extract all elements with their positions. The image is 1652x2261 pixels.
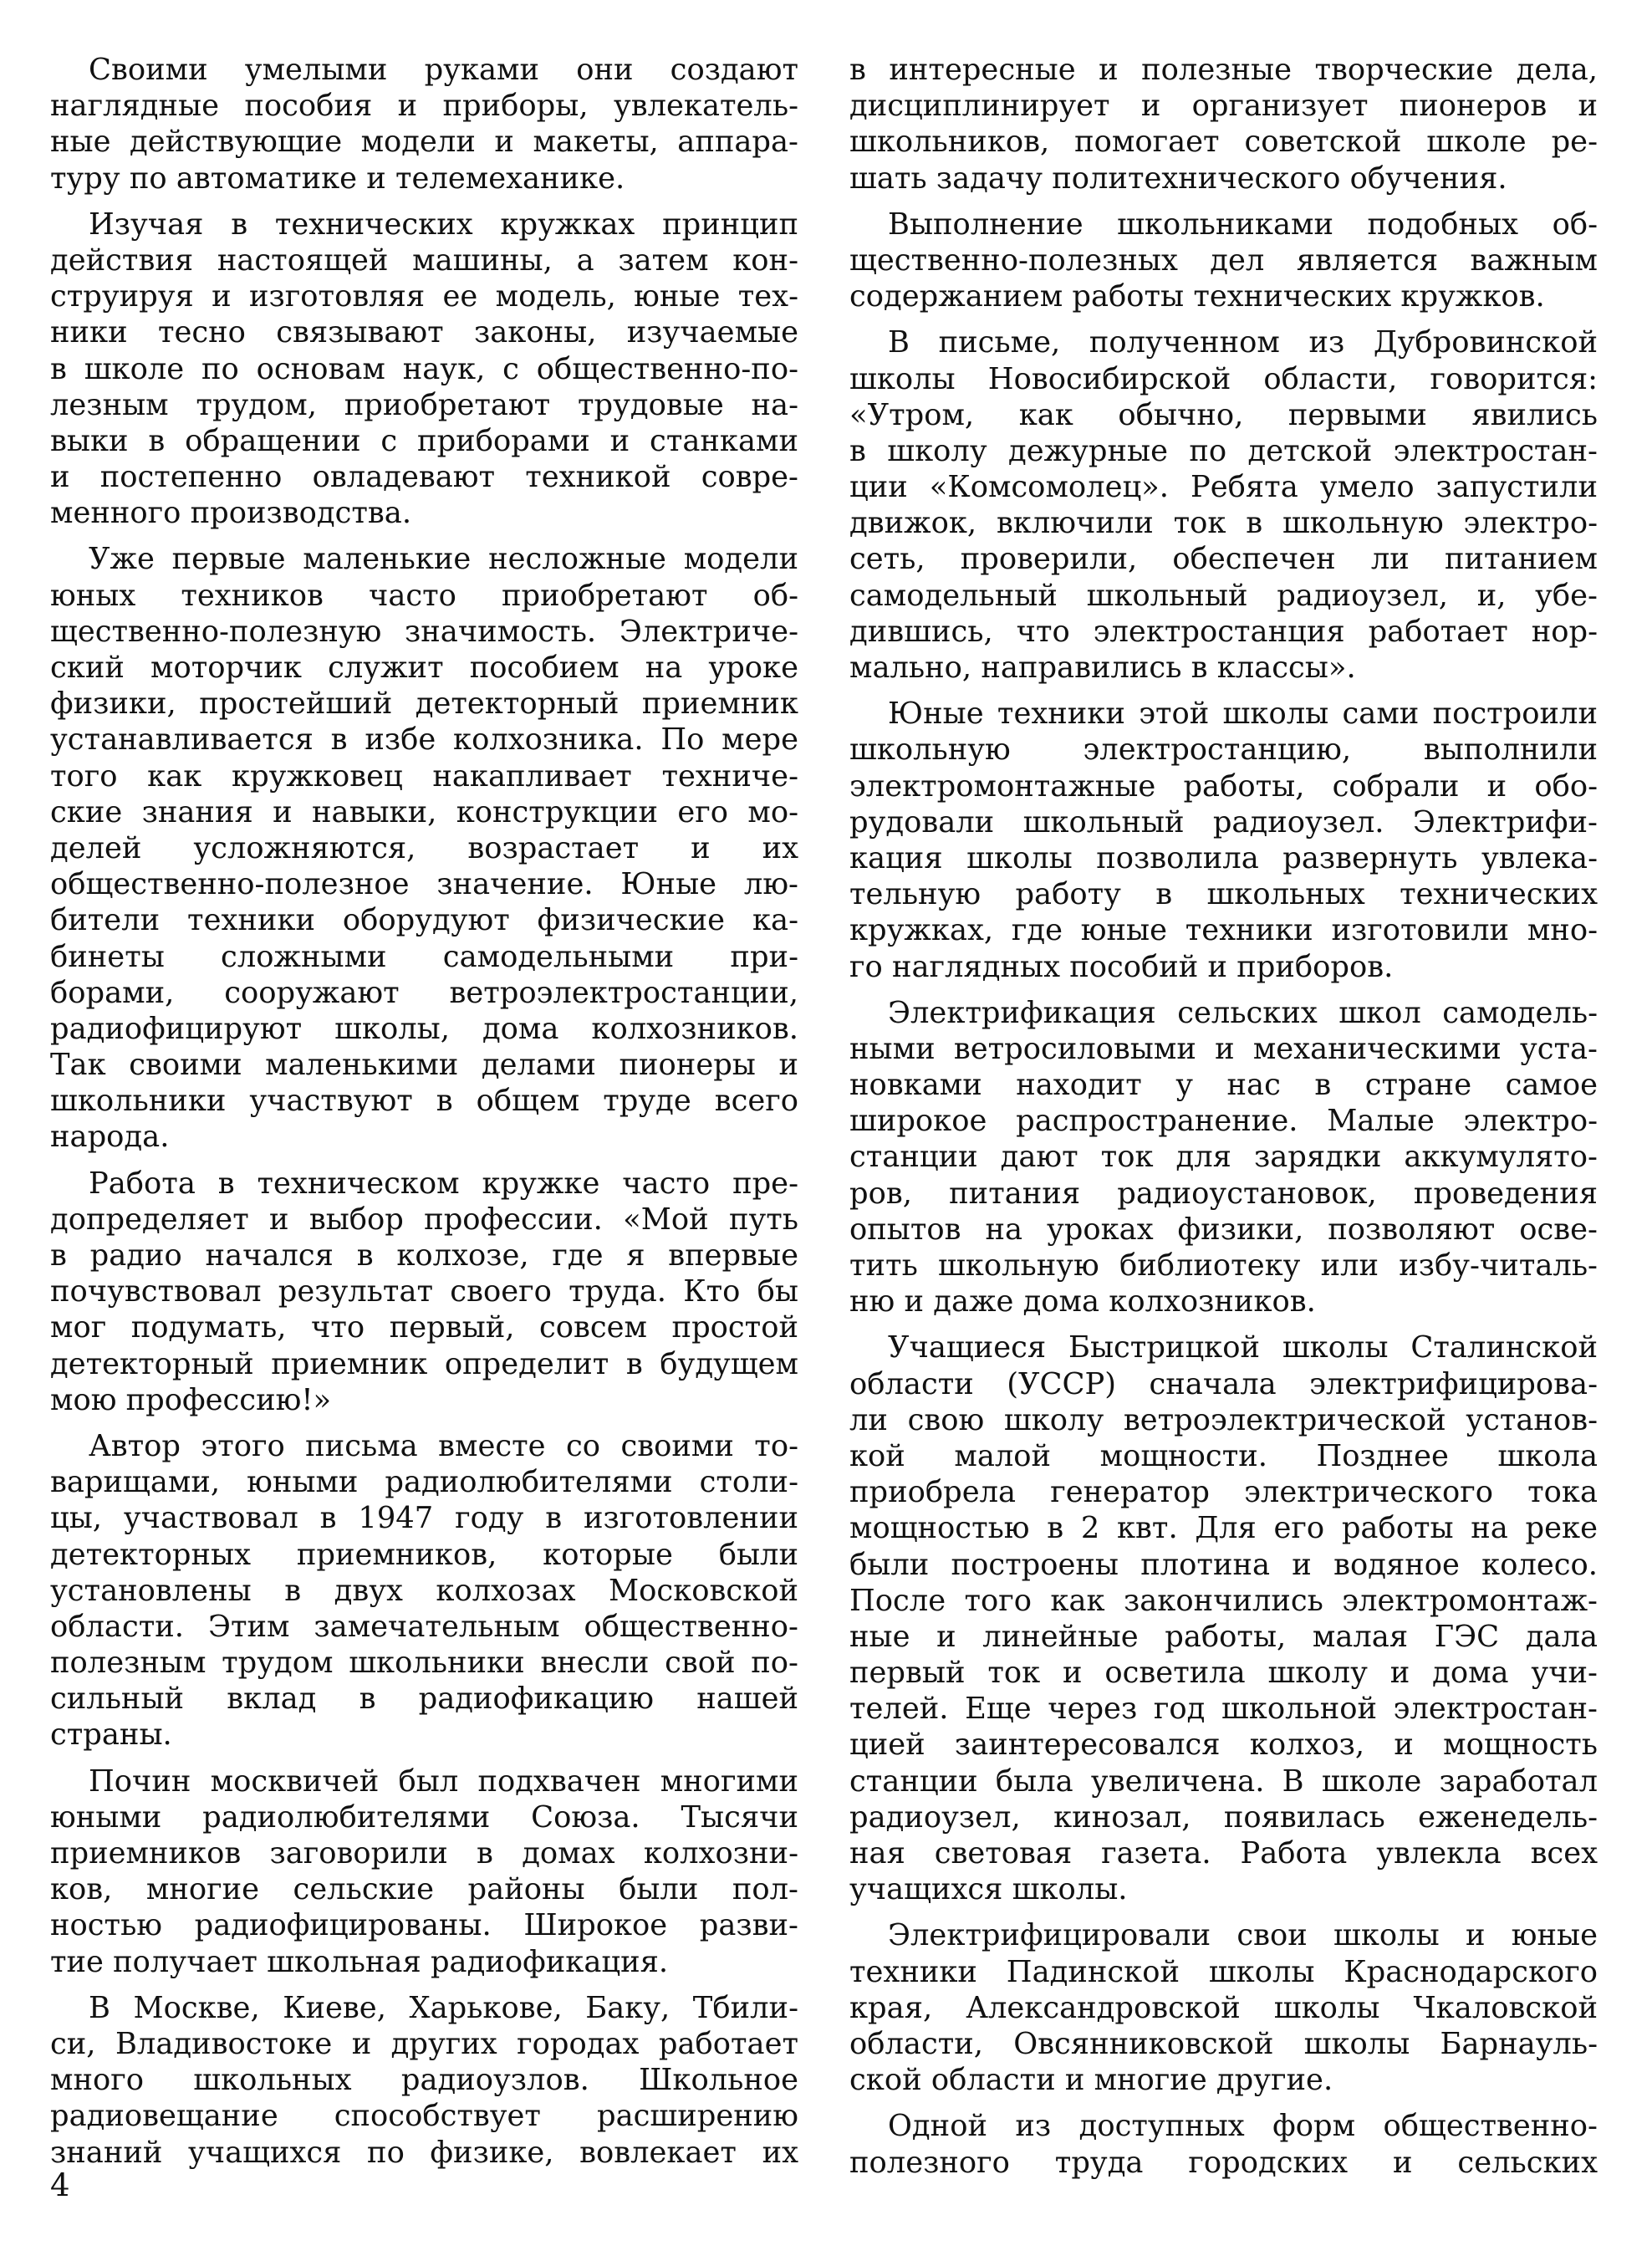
paragraph bbox=[849, 995, 1598, 1320]
text-line: допределяет и выбор профессии. «Мой путь bbox=[50, 1202, 798, 1237]
text-line: Так своими маленькими делами пионеры и bbox=[50, 1048, 798, 1083]
text-line: делей усложняются, возрастает и их bbox=[50, 830, 798, 865]
text-line: приобрела генератор электрического тока bbox=[849, 1475, 1598, 1510]
text-line: Автор этого письма вместе со своими то- bbox=[89, 1428, 798, 1463]
text-line: первый ток и осветила школу и дома учи- bbox=[849, 1656, 1598, 1691]
text-line: Учащиеся Быстрицкой школы Сталинской bbox=[888, 1330, 1598, 1365]
text-line: в радио начался в колхозе, где я впервые bbox=[50, 1238, 798, 1273]
paragraph bbox=[849, 1917, 1598, 2098]
text-line: кой малой мощности. Позднее школа bbox=[849, 1438, 1598, 1473]
text-line: учащихся школы. bbox=[849, 1872, 1128, 1907]
text-line: мощностью в 2 квт. Для его работы на реке bbox=[849, 1511, 1598, 1546]
text-line: радиофицируют школы, дома колхозников. bbox=[50, 1011, 798, 1046]
text-line: школьники участвуют в общем труде всего bbox=[50, 1084, 798, 1119]
text-line: радиовещание способствует расширению bbox=[50, 2099, 798, 2134]
text-line: «Утром, как обычно, первыми явились bbox=[849, 397, 1598, 432]
text-line: мально, направились в классы». bbox=[849, 651, 1356, 685]
text-line: ными ветросиловыми и механическими уста- bbox=[849, 1031, 1598, 1066]
text-line: опытов на уроках физики, позволяют осве- bbox=[849, 1212, 1598, 1247]
text-line: приемников заговорили в домах колхозни- bbox=[50, 1836, 798, 1871]
text-line: шать задачу политехнического обучения. bbox=[849, 161, 1507, 196]
text-line: школы Новосибирской области, говорится: bbox=[849, 361, 1598, 396]
text-line: были построены плотина и водяное колесо. bbox=[849, 1547, 1598, 1582]
paragraph bbox=[849, 324, 1598, 686]
paragraph bbox=[849, 696, 1598, 985]
text-line: ная световая газета. Работа увлекла всех bbox=[849, 1836, 1598, 1871]
text-line: ные и линейные работы, малая ГЭС дала bbox=[849, 1619, 1598, 1654]
paragraph bbox=[50, 207, 798, 532]
text-line: станции дают ток для зарядки аккумулято- bbox=[849, 1140, 1598, 1175]
text-line: школьников, помогает советской школе ре- bbox=[849, 125, 1598, 160]
text-line: кация школы позволила развернуть увлека- bbox=[849, 840, 1598, 875]
paragraph bbox=[849, 207, 1598, 315]
text-line: ции «Комсомолец». Ребята умело запустили bbox=[849, 470, 1598, 505]
text-line: полезного труда городских и сельских bbox=[849, 2145, 1598, 2180]
text-line: движок, включили ток в школьную электро- bbox=[849, 506, 1598, 541]
text-line: содержанием работы технических кружков. bbox=[849, 279, 1545, 314]
text-line: полезным трудом школьники внесли свой по- bbox=[50, 1646, 798, 1681]
text-line: детекторных приемников, которые были bbox=[50, 1537, 798, 1572]
text-line: физики, простейший детекторный приемник bbox=[50, 686, 798, 722]
text-line: струируя и изготовляя ее модель, юные тех- bbox=[50, 279, 798, 314]
text-line: ню и даже дома колхозников. bbox=[849, 1284, 1316, 1319]
text-line: техники Падинской школы Краснодарского bbox=[849, 1954, 1598, 1989]
text-line: го наглядных пособий и приборов. bbox=[849, 949, 1394, 984]
text-line: кружках, где юные техники изготовили мно- bbox=[849, 913, 1598, 948]
text-line: широкое распространение. Малые электро- bbox=[849, 1104, 1598, 1139]
text-line: ники тесно связывают законы, изучаемые bbox=[50, 315, 798, 350]
text-line: Электрифицировали свои школы и юные bbox=[888, 1918, 1598, 1953]
text-line: мою профессию!» bbox=[50, 1382, 332, 1417]
text-line: ский моторчик служит пособием на уроке bbox=[50, 651, 798, 685]
text-line: области, Овсянниковской школы Барнауль- bbox=[849, 2026, 1598, 2061]
text-line: дисциплинирует и организует пионеров и bbox=[849, 89, 1598, 124]
text-line: самодельный школьный радиоузел, и, убе- bbox=[849, 578, 1598, 613]
text-line: радиоузел, кинозал, появилась еженедель- bbox=[849, 1799, 1598, 1835]
text-line: сеть, проверили, обеспечен ли питанием bbox=[849, 542, 1598, 577]
text-line: щественно-полезных дел является важным bbox=[849, 242, 1598, 278]
text-line: телей. Еще через год школьной электростан- bbox=[849, 1692, 1598, 1727]
text-line: станции была увеличена. В школе заработал bbox=[849, 1763, 1598, 1799]
text-line: действия настоящей машины, а затем кон- bbox=[50, 242, 798, 278]
text-line: новками находит у нас в стране самое bbox=[849, 1068, 1598, 1103]
text-line: общественно-полезное значение. Юные лю- bbox=[50, 867, 798, 902]
text-line: ров, питания радиоустановок, проведения bbox=[849, 1176, 1598, 1211]
text-line: наглядные пособия и приборы, увлекатель- bbox=[50, 89, 798, 124]
text-line: борами, сооружают ветроэлектростанции, bbox=[50, 975, 798, 1010]
text-line: много школьных радиоузлов. Школьное bbox=[50, 2063, 798, 2098]
text-line: юными радиолюбителями Союза. Тысячи bbox=[50, 1799, 798, 1835]
text-line: дившись, что электростанция работает нор- bbox=[849, 614, 1598, 649]
text-line: электромонтажные работы, собрали и обо- bbox=[849, 768, 1598, 804]
text-line: Выполнение школьниками подобных об- bbox=[888, 207, 1598, 242]
text-line: края, Александровской школы Чкаловской bbox=[849, 1990, 1598, 2025]
text-line: устанавливается в избе колхозника. По мере bbox=[50, 722, 798, 758]
text-line: в интересные и полезные творческие дела, bbox=[849, 53, 1598, 87]
text-line: В Москве, Киеве, Харькове, Баку, Тбили- bbox=[89, 1990, 798, 2025]
text-line: Одной из доступных форм общественно- bbox=[888, 2109, 1598, 2144]
text-line: ли свою школу ветроэлектрической установ- bbox=[849, 1402, 1598, 1437]
text-line: После того как закончились электромонтаж- bbox=[849, 1583, 1598, 1618]
text-line: тить школьную библиотеку или избу-читаль- bbox=[849, 1248, 1598, 1283]
text-column-left bbox=[50, 52, 798, 2171]
text-line: бинеты сложными самодельными при- bbox=[50, 939, 798, 974]
paragraph bbox=[50, 1166, 798, 1418]
paragraph bbox=[50, 52, 798, 196]
text-line: детекторный приемник определит в будущем bbox=[50, 1346, 798, 1381]
text-column-right bbox=[849, 52, 1598, 2181]
paragraph bbox=[849, 2108, 1598, 2180]
text-line: цы, участвовал в 1947 году в изготовлении bbox=[50, 1501, 798, 1536]
text-line: Юные техники этой школы сами построили bbox=[888, 697, 1598, 732]
text-line: области. Этим замечательным общественно- bbox=[50, 1609, 798, 1644]
text-line: туру по автоматике и телемеханике. bbox=[50, 161, 625, 196]
text-line: ков, многие сельские районы были пол- bbox=[50, 1872, 798, 1907]
text-line: варищами, юными радиолюбителями столи- bbox=[50, 1465, 798, 1500]
text-line: ностью радиофицированы. Широкое разви- bbox=[50, 1908, 798, 1943]
text-line: знаний учащихся по физике, вовлекает их bbox=[50, 2135, 798, 2170]
text-line: того как кружковец накапливает техниче- bbox=[50, 758, 798, 794]
text-line: школьную электростанцию, выполнили bbox=[849, 732, 1598, 768]
text-line: Работа в техническом кружке часто пре- bbox=[89, 1166, 798, 1201]
text-line: мог подумать, что первый, совсем простой bbox=[50, 1310, 798, 1345]
text-line: си, Владивостоке и других городах работает bbox=[50, 2026, 798, 2061]
page-number: 4 bbox=[50, 2167, 70, 2203]
text-line: Почин москвичей был подхвачен многими bbox=[89, 1763, 798, 1799]
text-line: рудовали школьный радиоузел. Электрифи- bbox=[849, 804, 1598, 840]
paragraph bbox=[849, 52, 1598, 196]
text-line: бители техники оборудуют физические ка- bbox=[50, 903, 798, 938]
text-line: области (УССР) сначала электрифицирова- bbox=[849, 1366, 1598, 1401]
text-line: в школу дежурные по детской электростан- bbox=[849, 433, 1598, 468]
text-line: Своими умелыми руками они создают bbox=[89, 53, 798, 87]
text-line: ские знания и навыки, конструкции его мо- bbox=[50, 794, 798, 829]
text-line: выки в обращении с приборами и станками bbox=[50, 423, 798, 458]
text-line: сильный вклад в радиофикацию нашей bbox=[50, 1682, 798, 1717]
text-line: щественно-полезную значимость. Электриче- bbox=[50, 614, 798, 649]
paragraph bbox=[50, 541, 798, 1155]
text-line: юных техников часто приобретают об- bbox=[50, 578, 798, 613]
text-line: ской области и многие другие. bbox=[849, 2063, 1333, 2098]
text-line: в школе по основам наук, с общественно-по- bbox=[50, 351, 798, 386]
text-line: установлены в двух колхозах Московской bbox=[50, 1573, 798, 1608]
text-line: ные действующие модели и макеты, аппара- bbox=[50, 125, 798, 160]
text-line: народа. bbox=[50, 1120, 170, 1155]
paragraph bbox=[50, 1428, 798, 1753]
paragraph bbox=[849, 1330, 1598, 1907]
text-line: страны. bbox=[50, 1717, 172, 1753]
text-line: цией заинтересовался колхоз, и мощность bbox=[849, 1728, 1598, 1763]
text-line: и постепенно овладевают техникой совре- bbox=[50, 460, 798, 495]
text-line: В письме, полученном из Дубровинской bbox=[888, 325, 1598, 360]
text-line: Изучая в технических кружках принцип bbox=[89, 207, 798, 242]
text-line: тельную работу в школьных технических bbox=[849, 877, 1598, 912]
text-line: Уже первые маленькие несложные модели bbox=[89, 542, 798, 577]
text-line: лезным трудом, приобретают трудовые на- bbox=[50, 387, 798, 422]
paragraph bbox=[50, 1763, 798, 1980]
text-line: почувствовал результат своего труда. Кто бы bbox=[50, 1274, 798, 1309]
text-line: менного производства. bbox=[50, 496, 412, 531]
text-line: Электрификация сельских школ самодель- bbox=[888, 995, 1598, 1030]
paragraph bbox=[50, 1990, 798, 2171]
text-line: тие получает школьная радиофикация. bbox=[50, 1944, 669, 1979]
